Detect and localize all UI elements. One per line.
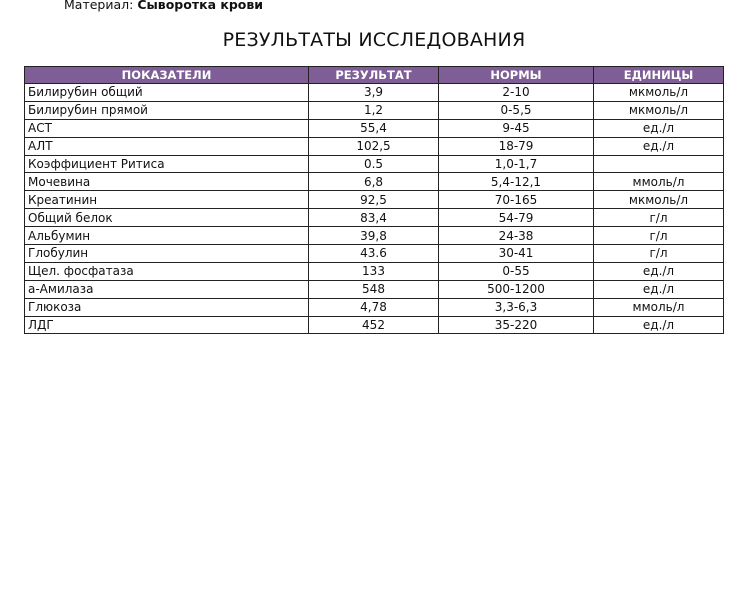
cell-norm: 30-41: [439, 245, 594, 263]
table-row: [25, 316, 724, 334]
cell-norm: 1,0-1,7: [439, 155, 594, 173]
cell-norm: 3,3-6,3: [439, 298, 594, 316]
cell-unit: ед./л: [594, 262, 724, 280]
table-row: [25, 173, 724, 191]
cell-norm: 70-165: [439, 191, 594, 209]
cell-result: 92,5: [309, 191, 439, 209]
cell-result: 6,8: [309, 173, 439, 191]
cell-norm: 0-55: [439, 262, 594, 280]
header-norms: НОРМЫ: [439, 67, 594, 84]
cell-norm: 500-1200: [439, 280, 594, 298]
cell-indicator: АСТ: [25, 119, 309, 137]
cell-result: 1,2: [309, 101, 439, 119]
header-result: РЕЗУЛЬТАТ: [309, 67, 439, 84]
material-value: Сыворотка крови: [137, 0, 264, 12]
cell-indicator: ЛДГ: [25, 316, 309, 334]
material-label: Материал:: [64, 0, 134, 12]
cell-unit: ед./л: [594, 119, 724, 137]
table-row: [25, 280, 724, 298]
table-row: [25, 155, 724, 173]
table-row: [25, 298, 724, 316]
cell-unit: ед./л: [594, 280, 724, 298]
table-header-row: [25, 67, 724, 84]
cell-norm: 24-38: [439, 227, 594, 245]
cell-indicator: Коэффициент Ритиса: [25, 155, 309, 173]
cell-unit: г/л: [594, 209, 724, 227]
cell-indicator: Билирубин общий: [25, 84, 309, 102]
cell-unit: ммоль/л: [594, 298, 724, 316]
table-row: [25, 84, 724, 102]
table-row: [25, 137, 724, 155]
cell-norm: 9-45: [439, 119, 594, 137]
cell-norm: 0-5,5: [439, 101, 594, 119]
cell-result: 39,8: [309, 227, 439, 245]
cell-result: 55,4: [309, 119, 439, 137]
cell-unit: мкмоль/л: [594, 101, 724, 119]
material-line: [64, 0, 263, 12]
cell-unit: [594, 155, 724, 173]
cell-indicator: а-Амилаза: [25, 280, 309, 298]
table-row: [25, 245, 724, 263]
table-row: [25, 119, 724, 137]
cell-indicator: Билирубин прямой: [25, 101, 309, 119]
cell-result: 4,78: [309, 298, 439, 316]
cell-indicator: Глобулин: [25, 245, 309, 263]
table-row: [25, 191, 724, 209]
table-row: [25, 227, 724, 245]
cell-indicator: Щел. фосфатаза: [25, 262, 309, 280]
cell-indicator: Альбумин: [25, 227, 309, 245]
cell-unit: ед./л: [594, 316, 724, 334]
cell-unit: мкмоль/л: [594, 191, 724, 209]
cell-indicator: Мочевина: [25, 173, 309, 191]
cell-unit: мкмоль/л: [594, 84, 724, 102]
results-table: [24, 66, 724, 334]
cell-norm: 2-10: [439, 84, 594, 102]
cell-result: 0.5: [309, 155, 439, 173]
header-units: ЕДИНИЦЫ: [594, 67, 724, 84]
cell-indicator: Креатинин: [25, 191, 309, 209]
cell-indicator: Глюкоза: [25, 298, 309, 316]
cell-result: 43.6: [309, 245, 439, 263]
table-row: [25, 262, 724, 280]
cell-unit: г/л: [594, 245, 724, 263]
cell-result: 3,9: [309, 84, 439, 102]
cell-unit: ммоль/л: [594, 173, 724, 191]
cell-indicator: АЛТ: [25, 137, 309, 155]
cell-result: 452: [309, 316, 439, 334]
page-title: РЕЗУЛЬТАТЫ ИССЛЕДОВАНИЯ: [222, 29, 526, 51]
cell-norm: 54-79: [439, 209, 594, 227]
table-row: [25, 209, 724, 227]
cell-unit: г/л: [594, 227, 724, 245]
cell-norm: 18-79: [439, 137, 594, 155]
cell-result: 548: [309, 280, 439, 298]
cell-norm: 5,4-12,1: [439, 173, 594, 191]
cell-norm: 35-220: [439, 316, 594, 334]
table-row: [25, 101, 724, 119]
cell-result: 133: [309, 262, 439, 280]
cell-unit: ед./л: [594, 137, 724, 155]
cell-indicator: Общий белок: [25, 209, 309, 227]
header-indicators: ПОКАЗАТЕЛИ: [25, 67, 309, 84]
cell-result: 102,5: [309, 137, 439, 155]
cell-result: 83,4: [309, 209, 439, 227]
